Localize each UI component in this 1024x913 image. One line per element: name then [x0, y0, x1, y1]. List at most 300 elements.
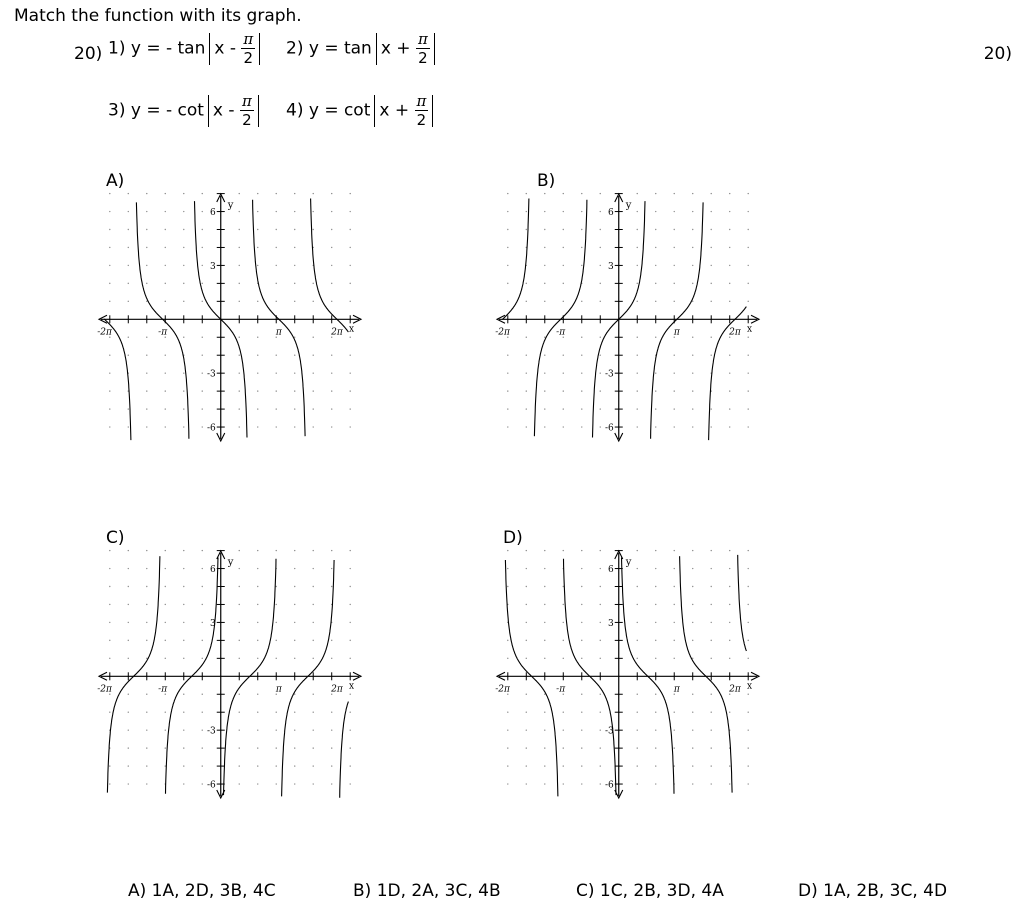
grid-dot [257, 355, 258, 356]
grid-dot [526, 568, 527, 569]
grid-dot [563, 550, 564, 551]
grid-dot [183, 301, 184, 302]
grid-dot [692, 765, 693, 766]
grid-dot [711, 765, 712, 766]
grid-dot [692, 640, 693, 641]
grid-dot [239, 301, 240, 302]
grid-dot [729, 712, 730, 713]
function-1-label: 1) y = - tan [108, 38, 206, 59]
grid-dot [748, 586, 749, 587]
grid-dot [563, 712, 564, 713]
grid-dot [146, 586, 147, 587]
grid-dot [526, 408, 527, 409]
grid-dot [183, 408, 184, 409]
grid-dot [276, 765, 277, 766]
grid-dot [563, 265, 564, 266]
grid-dot [276, 640, 277, 641]
grid-dot [655, 211, 656, 212]
grid-dot [563, 390, 564, 391]
grid-dot [600, 229, 601, 230]
grid-dot [146, 247, 147, 248]
grid-dot [748, 229, 749, 230]
grid-dot [507, 301, 508, 302]
grid-dot [350, 265, 351, 266]
grid-dot [655, 337, 656, 338]
choice-d[interactable]: D) 1A, 2B, 3C, 4D [798, 881, 948, 901]
grid-dot [183, 337, 184, 338]
grid-dot [183, 265, 184, 266]
grid-dot [637, 783, 638, 784]
choice-c[interactable]: C) 1C, 2B, 3D, 4A [576, 881, 724, 901]
y-tick-label: 6 [608, 208, 614, 219]
grid-dot [544, 390, 545, 391]
grid-dot [350, 283, 351, 284]
graph-label-c: C) [106, 528, 125, 548]
grid-dot [748, 622, 749, 623]
grid-dot [257, 372, 258, 373]
grid-dot [146, 229, 147, 230]
grid-dot [526, 390, 527, 391]
grid-dot [257, 694, 258, 695]
x-axis-label: x [349, 681, 355, 692]
grid-dot [294, 265, 295, 266]
grid-dot [202, 193, 203, 194]
grid-dot [729, 568, 730, 569]
grid-dot [202, 783, 203, 784]
grid-dot [183, 568, 184, 569]
grid-dot [600, 622, 601, 623]
grid-dot [331, 229, 332, 230]
grid-dot [146, 193, 147, 194]
y-tick-label: -6 [604, 423, 614, 434]
instruction-text: Match the function with its graph. [14, 6, 302, 26]
grid-dot [313, 408, 314, 409]
grid-dot [183, 604, 184, 605]
grid-dot [729, 426, 730, 427]
grid-dot [257, 211, 258, 212]
graph-label-a: A) [106, 171, 125, 191]
grid-dot [239, 765, 240, 766]
grid-dot [109, 568, 110, 569]
grid-dot [294, 193, 295, 194]
grid-dot [729, 229, 730, 230]
grid-dot [655, 658, 656, 659]
grid-dot [692, 211, 693, 212]
grid-dot [526, 426, 527, 427]
x-tick-label: -π [158, 327, 168, 338]
grid-dot [655, 568, 656, 569]
grid-dot [674, 301, 675, 302]
grid-dot [692, 712, 693, 713]
grid-dot [313, 229, 314, 230]
grid-dot [202, 283, 203, 284]
grid-dot [637, 337, 638, 338]
grid-dot [128, 604, 129, 605]
grid-dot [507, 712, 508, 713]
grid-dot [674, 604, 675, 605]
y-tick-label: 3 [608, 618, 614, 629]
grid-dot [637, 372, 638, 373]
grid-dot [128, 658, 129, 659]
grid-dot [128, 408, 129, 409]
grid-dot [202, 622, 203, 623]
curve-branch [253, 200, 306, 436]
function-curve [107, 556, 348, 798]
grid-dot [239, 568, 240, 569]
grid-dot [637, 390, 638, 391]
grid-dot [655, 604, 656, 605]
grid-dot [563, 408, 564, 409]
grid-dot [563, 193, 564, 194]
grid-dot [294, 783, 295, 784]
curve-branch [651, 202, 704, 438]
grid-dot [331, 372, 332, 373]
grid-dot [526, 765, 527, 766]
grid-dot [711, 604, 712, 605]
grid-dot [109, 372, 110, 373]
grid-dot [165, 729, 166, 730]
grid-dot [350, 712, 351, 713]
fraction-denominator: 2 [243, 49, 254, 67]
grid-dot [748, 765, 749, 766]
function-1 [108, 30, 264, 67]
grid-dot [350, 426, 351, 427]
function-4-arg: x + [379, 100, 410, 121]
grid-dot [239, 283, 240, 284]
grid-dot [581, 426, 582, 427]
grid-dot [239, 712, 240, 713]
grid-dot [637, 747, 638, 748]
grid-dot [257, 783, 258, 784]
function-1-arg: x - [214, 38, 236, 59]
y-tick-label: 3 [210, 618, 216, 629]
grid-dot [239, 640, 240, 641]
grid-dot [600, 337, 601, 338]
grid-dot [544, 301, 545, 302]
grid-dot [581, 550, 582, 551]
grid-dot [674, 747, 675, 748]
bracket-bar [259, 33, 260, 65]
grid-dot [729, 372, 730, 373]
grid-dot [692, 355, 693, 356]
curve-branch [564, 559, 617, 795]
grid-dot [202, 408, 203, 409]
grid-dot [313, 211, 314, 212]
grid-dot [544, 265, 545, 266]
grid-dot [674, 586, 675, 587]
grid-dot [600, 550, 601, 551]
grid-dot [711, 550, 712, 551]
grid-dot [183, 729, 184, 730]
grid-dot [637, 622, 638, 623]
choice-b[interactable]: B) 1D, 2A, 3C, 4B [353, 881, 501, 901]
y-tick-label: -3 [604, 369, 614, 380]
grid-dot [146, 783, 147, 784]
question-number: 20) [74, 44, 103, 64]
grid-dot [674, 712, 675, 713]
grid-dot [202, 229, 203, 230]
grid-dot [331, 747, 332, 748]
grid-dot [331, 283, 332, 284]
fraction-numerator: π [417, 30, 428, 48]
fraction-denominator: 2 [416, 111, 427, 129]
bracket-bar [376, 33, 377, 65]
grid-dot [526, 622, 527, 623]
grid-dot [729, 265, 730, 266]
grid-dot [146, 408, 147, 409]
grid-dot [128, 729, 129, 730]
grid-dot [600, 586, 601, 587]
grid-dot [711, 568, 712, 569]
grid-dot [748, 604, 749, 605]
grid-dot [507, 586, 508, 587]
grid-dot [637, 694, 638, 695]
grid-dot [544, 355, 545, 356]
grid-dot [128, 211, 129, 212]
graph-label-d: D) [503, 528, 523, 548]
grid-dot [146, 640, 147, 641]
grid-dot [294, 747, 295, 748]
grid-dot [313, 372, 314, 373]
grid-dot [581, 229, 582, 230]
function-3-fraction [240, 92, 254, 129]
grid-dot [729, 301, 730, 302]
grid-dot [239, 211, 240, 212]
grid-dot [711, 337, 712, 338]
grid-dot [581, 568, 582, 569]
grid-dot [146, 426, 147, 427]
y-axis-label: y [625, 557, 632, 568]
grid-dot [257, 301, 258, 302]
grid-dot [257, 337, 258, 338]
grid-dot [109, 301, 110, 302]
grid-dot [109, 211, 110, 212]
grid-dot [202, 211, 203, 212]
grid-dot [276, 747, 277, 748]
grid-dot [202, 426, 203, 427]
grid-dot [711, 265, 712, 266]
function-2-arg: x + [380, 38, 411, 59]
graph-c [95, 547, 365, 802]
grid-dot [294, 640, 295, 641]
grid-dot [692, 193, 693, 194]
grid-dot [748, 372, 749, 373]
grid-dot [257, 265, 258, 266]
grid-dot [544, 712, 545, 713]
grid-dot [581, 586, 582, 587]
grid-dot [674, 622, 675, 623]
grid-dot [128, 283, 129, 284]
grid-dot [674, 193, 675, 194]
grid-dot [239, 390, 240, 391]
grid-dot [128, 640, 129, 641]
y-axis-label: y [227, 557, 234, 568]
grid-dot [313, 337, 314, 338]
grid-dot [257, 247, 258, 248]
grid-dot [294, 390, 295, 391]
curve-branch [166, 558, 219, 794]
grid-dot [183, 550, 184, 551]
curve-branch [224, 559, 277, 795]
grid-dot [165, 301, 166, 302]
grid-dot [600, 426, 601, 427]
grid-dot [526, 337, 527, 338]
function-3 [108, 92, 263, 129]
grid-dot [331, 658, 332, 659]
grid-dot [600, 193, 601, 194]
grid-dot [674, 372, 675, 373]
grid-dot [655, 390, 656, 391]
grid-dot [276, 390, 277, 391]
grid-dot [276, 265, 277, 266]
grid-dot [313, 729, 314, 730]
grid-dots [507, 550, 749, 785]
grid-dot [146, 265, 147, 266]
grid-dot [711, 229, 712, 230]
x-tick-label: -π [556, 684, 566, 695]
grid-dot [563, 622, 564, 623]
x-tick-label: -2π [97, 684, 112, 695]
grid-dot [294, 658, 295, 659]
x-tick-label: π [673, 327, 680, 338]
x-tick-label: -2π [495, 684, 510, 695]
grid-dot [146, 355, 147, 356]
grid-dot [748, 694, 749, 695]
grid-dot [581, 712, 582, 713]
grid-dot [711, 658, 712, 659]
grid-dot [563, 604, 564, 605]
grid-dot [655, 622, 656, 623]
grid-dot [276, 247, 277, 248]
grid-dot [581, 604, 582, 605]
grid-dot [637, 355, 638, 356]
grid-dot [257, 658, 258, 659]
grid-dot [313, 658, 314, 659]
grid-dot [637, 247, 638, 248]
grid-dot [313, 747, 314, 748]
grid-dot [655, 640, 656, 641]
grid-dot [544, 586, 545, 587]
grid-dot [350, 783, 351, 784]
fraction-numerator: π [241, 92, 252, 110]
grid-dot [729, 355, 730, 356]
grid-dot [257, 586, 258, 587]
grid-dot [239, 783, 240, 784]
grid-dot [600, 211, 601, 212]
y-tick-label: 6 [210, 208, 216, 219]
grid-dot [331, 426, 332, 427]
grid-dot [257, 390, 258, 391]
grid-dot [581, 211, 582, 212]
grid-dot [581, 747, 582, 748]
grid-dot [748, 747, 749, 748]
grid-dot [748, 550, 749, 551]
grid-dot [507, 408, 508, 409]
grid-dot [729, 390, 730, 391]
grid-dot [507, 265, 508, 266]
grid-dot [526, 283, 527, 284]
grid-dot [294, 283, 295, 284]
grid-dots [109, 193, 351, 428]
grid-dot [600, 783, 601, 784]
grid-dot [276, 604, 277, 605]
grid-dot [239, 550, 240, 551]
grid-dot [748, 337, 749, 338]
grid-dot [729, 247, 730, 248]
grid-dot [331, 783, 332, 784]
grid-dot [202, 550, 203, 551]
grid-dot [257, 622, 258, 623]
grid-dot [202, 712, 203, 713]
grid-dot [165, 622, 166, 623]
grid-dot [729, 765, 730, 766]
grid-dot [183, 658, 184, 659]
grid-dot [128, 622, 129, 623]
grid-dot [600, 747, 601, 748]
grid-dot [276, 408, 277, 409]
grid-dot [526, 783, 527, 784]
grid-dot [109, 783, 110, 784]
grid-dot [544, 747, 545, 748]
grid-dot [350, 337, 351, 338]
grid-dot [563, 355, 564, 356]
grid-dot [544, 658, 545, 659]
grid-dot [350, 211, 351, 212]
grid-dot [600, 355, 601, 356]
choice-a[interactable]: A) 1A, 2D, 3B, 4C [128, 881, 276, 901]
x-tick-label: -π [158, 684, 168, 695]
curve-branch [136, 202, 189, 438]
grid-dot [331, 390, 332, 391]
grid-dot [183, 783, 184, 784]
grid-dot [165, 408, 166, 409]
grid-dot [544, 408, 545, 409]
x-tick-label: π [275, 327, 282, 338]
grid-dot [239, 658, 240, 659]
grid-dot [581, 408, 582, 409]
y-axis-label: y [227, 200, 234, 211]
grid-dot [350, 729, 351, 730]
curve-branch [738, 555, 747, 651]
curve-branch [622, 558, 675, 794]
grid-dot [165, 193, 166, 194]
grid-dot [674, 729, 675, 730]
grid-dot [600, 694, 601, 695]
grid-dot [507, 229, 508, 230]
grid-dot [526, 729, 527, 730]
grid-dot [748, 265, 749, 266]
grid-dot [276, 729, 277, 730]
grid-dot [183, 390, 184, 391]
function-1-fraction [241, 30, 255, 67]
x-tick-label: π [275, 684, 282, 695]
grid-dot [350, 694, 351, 695]
grid-dot [748, 568, 749, 569]
grid-dot [674, 390, 675, 391]
grid-dot [350, 568, 351, 569]
grid-dot [276, 301, 277, 302]
grid-dot [600, 658, 601, 659]
grid-dot [109, 283, 110, 284]
grid-dot [109, 640, 110, 641]
grid-dot [581, 622, 582, 623]
bracket-bar [258, 95, 259, 127]
grid-dots [507, 193, 749, 428]
grid-dot [507, 390, 508, 391]
grid-dot [165, 355, 166, 356]
curve-branch [680, 556, 733, 792]
grid-dot [239, 337, 240, 338]
